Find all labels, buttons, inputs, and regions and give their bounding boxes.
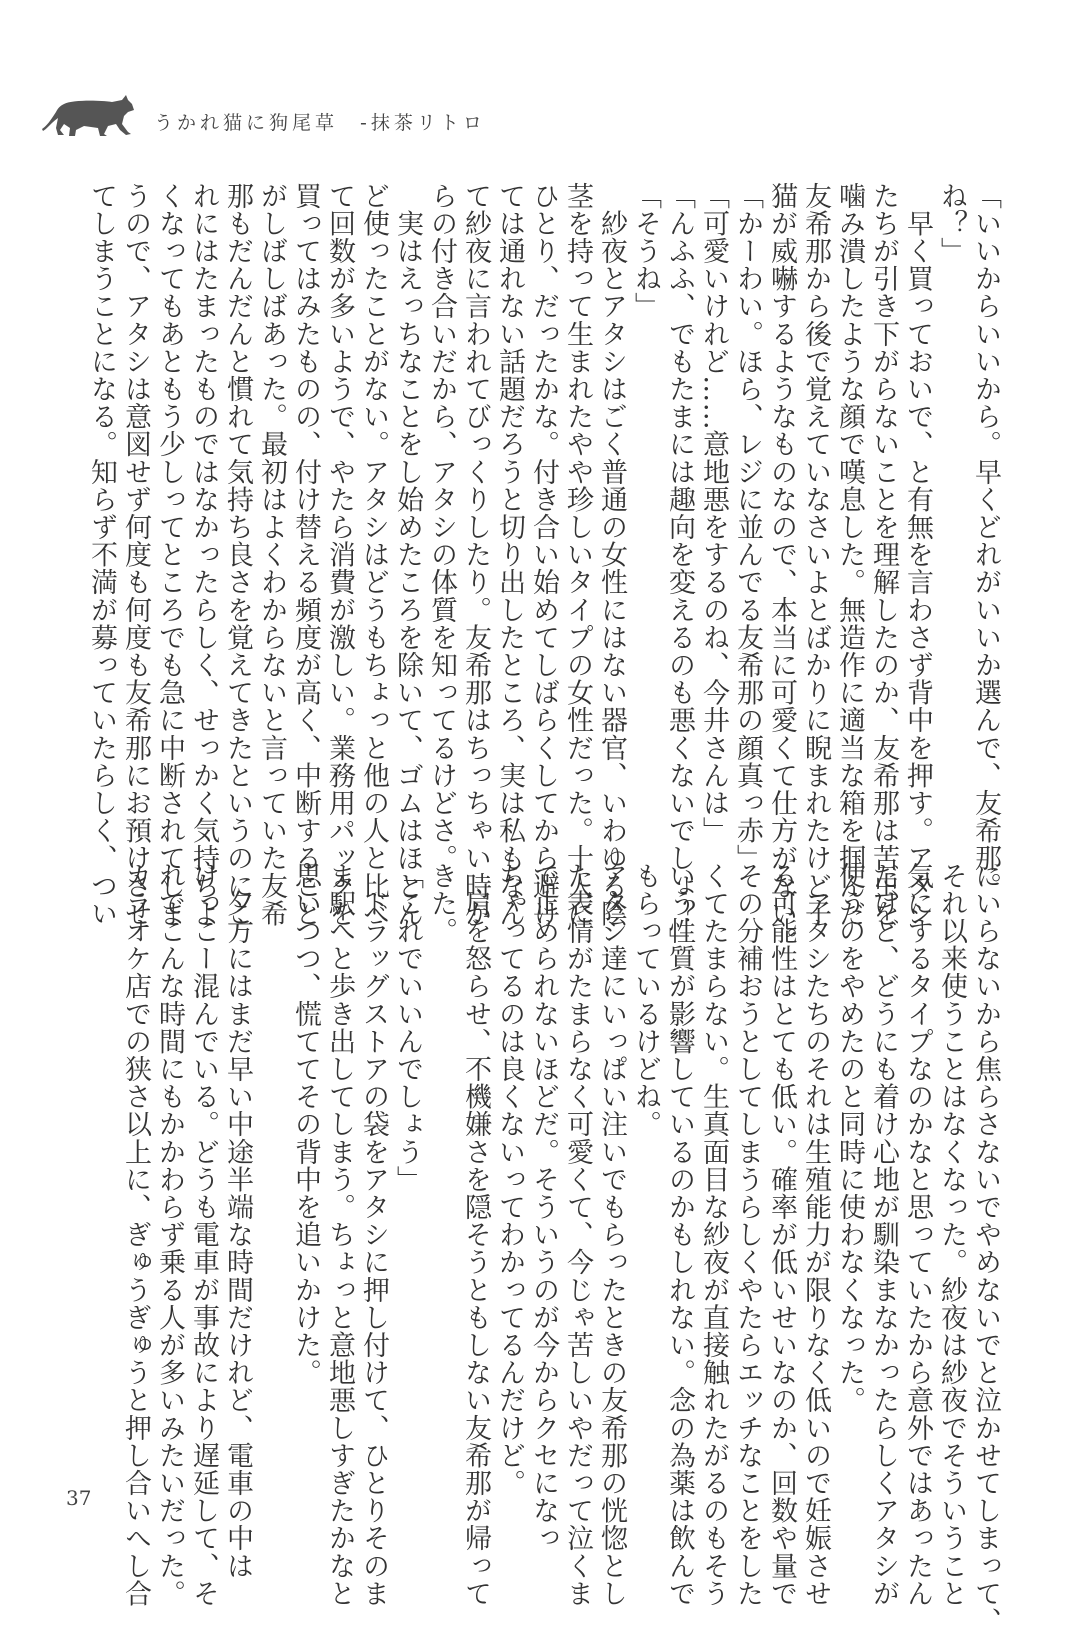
text-column: る可能性はとても低い。確率が低いせいなのか、回数や量で	[766, 862, 797, 1608]
text-column: カラオケ店での狭さ以上に、ぎゅうぎゅうと押し合いへし合	[120, 862, 151, 1608]
text-column: れでこんな時間にもかかわらず乗る人が多いみたいだった。	[154, 862, 185, 1608]
text-column: で止められないほどだ。そういうのが今からクセになっ	[528, 862, 559, 1552]
text-column: 那もだんだんと慣れて気持ち良さを覚えてきたというのにこ	[222, 182, 253, 928]
text-column: 夕方にはまだ早い中途半端な時間だけれど、電車の中は	[222, 862, 253, 1580]
text-column: ちゃってるのは良くないってわかってるんだけど。	[494, 862, 525, 1497]
text-column: ひとり、だったかな。付き合い始めてしばらくしてから避け	[528, 182, 559, 928]
text-column: 茎を持って生まれたやや珍しいタイプの女性だった。十人に	[562, 182, 593, 928]
text-column: にいらないから焦らさないでやめないでと泣かせてしまって、	[970, 862, 1001, 1635]
text-column: 思いつつ、慌ててその背中を追いかけた。	[290, 862, 321, 1387]
text-column: 「いいからいいから。早くどれがいいか選んで、友希那。	[970, 182, 1001, 900]
text-column: くなってもあともう少しってところでも急に中断されてしま	[154, 182, 185, 928]
running-header	[42, 92, 486, 140]
text-column: 実はえっちなことをし始めたころを除いて、ゴムはほとん	[392, 182, 423, 928]
text-column: くてたまらない。生真面目な紗夜が直接触れたがるのもそう	[698, 862, 729, 1608]
text-column: 「これでいいんでしょう」	[392, 862, 423, 1194]
text-column: 紗夜とアタシはごく普通の女性にはない器官、いわゆる陰	[596, 182, 627, 928]
text-column: 「んふふ、でもたまには趣向を変えるのも悪くないでしょ？」	[664, 182, 695, 955]
text-column	[254, 862, 288, 1442]
text-column: 友希那から後で覚えていなさいよとばかりに睨まれたけど子	[800, 182, 831, 928]
text-column: て回数が多いようで、やたら消費が激しい。業務用パックを	[324, 182, 355, 928]
text-column: 使うのをやめたのと同時に使わなくなった。	[834, 862, 865, 1414]
text-column: た表情がたまらなく可愛くて、今じゃ苦しいやだって泣くま	[562, 862, 593, 1608]
text-column: 噛み潰したような顔で嘆息した。無造作に適当な箱を掴んだ	[834, 182, 865, 928]
text-column: てしまうことになる。知らず不満が募っていたらしく、つい	[86, 182, 117, 928]
text-column: ドラッグストアの袋をアタシに押し付けて、ひとりそのま	[358, 862, 389, 1608]
text-column: アタシ達にいっぱい注いでもらったときの友希那の恍惚とし	[596, 862, 627, 1608]
text-column: 「かーわい。ほら、レジに並んでる友希那の顔真っ赤」	[732, 182, 763, 872]
text-column: その分補おうとしてしまうらしくやたらエッチなことをした	[732, 862, 763, 1608]
text-column: 気にするタイプなのかなと思っていたから意外ではあったん	[902, 862, 933, 1608]
author-name: -抹茶リトロ	[360, 111, 486, 134]
lower-text-block	[118, 862, 1002, 1635]
text-column: れにはたまったものではなかったらしく、せっかく気持ちよ	[188, 182, 219, 928]
upper-text-block	[84, 182, 1002, 955]
text-column: たちが引き下がらないことを理解したのか、友希那は苦虫を	[868, 182, 899, 928]
text-column: けっこー混んでいる。どうも電車が事故により遅延して、そ	[188, 862, 219, 1608]
text-column: 「可愛いけれど……意地悪をするのね、今井さんは」	[698, 182, 729, 845]
text-column: て紗夜に言われてびっくりしたり。友希那はちっちゃい時か	[460, 182, 491, 928]
text-column: がしばしばあった。最初はよくわからないと言っていた友希	[256, 182, 287, 928]
text-column: ま駅へと歩き出してしまう。ちょっと意地悪しすぎたかなと	[324, 862, 355, 1608]
text-column: 「そうね」	[630, 182, 661, 320]
text-column: らの付き合いだから、アタシの体質を知ってるけどさ。	[426, 182, 457, 872]
text-column: うので、アタシは意図せず何度も何度も友希那にお預けさせ	[120, 182, 151, 928]
text-column: 肩を怒らせ、不機嫌さを隠そうともしない友希那が帰って	[460, 862, 491, 1608]
text-column: ね？」	[936, 182, 967, 265]
text-column: 買ってはみたものの、付け替える頻度が高く、中断すること	[290, 182, 321, 928]
text-column: ど使ったことがない。アタシはどうもちょっと他の人と比べ	[358, 182, 389, 928]
series-title: うかれ猫に狗尾草	[154, 111, 339, 134]
text-column: きた。	[426, 862, 457, 945]
text-column: ては通れない話題だろうと切り出したところ、実は私もなん	[494, 182, 525, 928]
text-column: もらっているけどね。	[630, 862, 661, 1138]
page-number: 37	[66, 1486, 92, 1510]
text-column: だけど、どうにも着け心地が馴染まなかったらしくアタシが	[868, 862, 899, 1608]
text-column: 猫が威嚇するようなものなので、本当に可愛くて仕方がない。	[766, 182, 797, 955]
text-column: アタシたちのそれは生殖能力が限りなく低いので妊娠させ	[800, 862, 831, 1608]
text-column: 早く買っておいで、と有無を言わさず背中を押す。アタシ	[902, 182, 933, 928]
cat-silhouette-icon	[42, 94, 136, 138]
text-column: いう性質が影響しているのかもしれない。念の為薬は飲んで	[664, 862, 695, 1608]
text-column: それ以来使うことはなくなった。紗夜は紗夜でそういうこと	[936, 862, 967, 1608]
